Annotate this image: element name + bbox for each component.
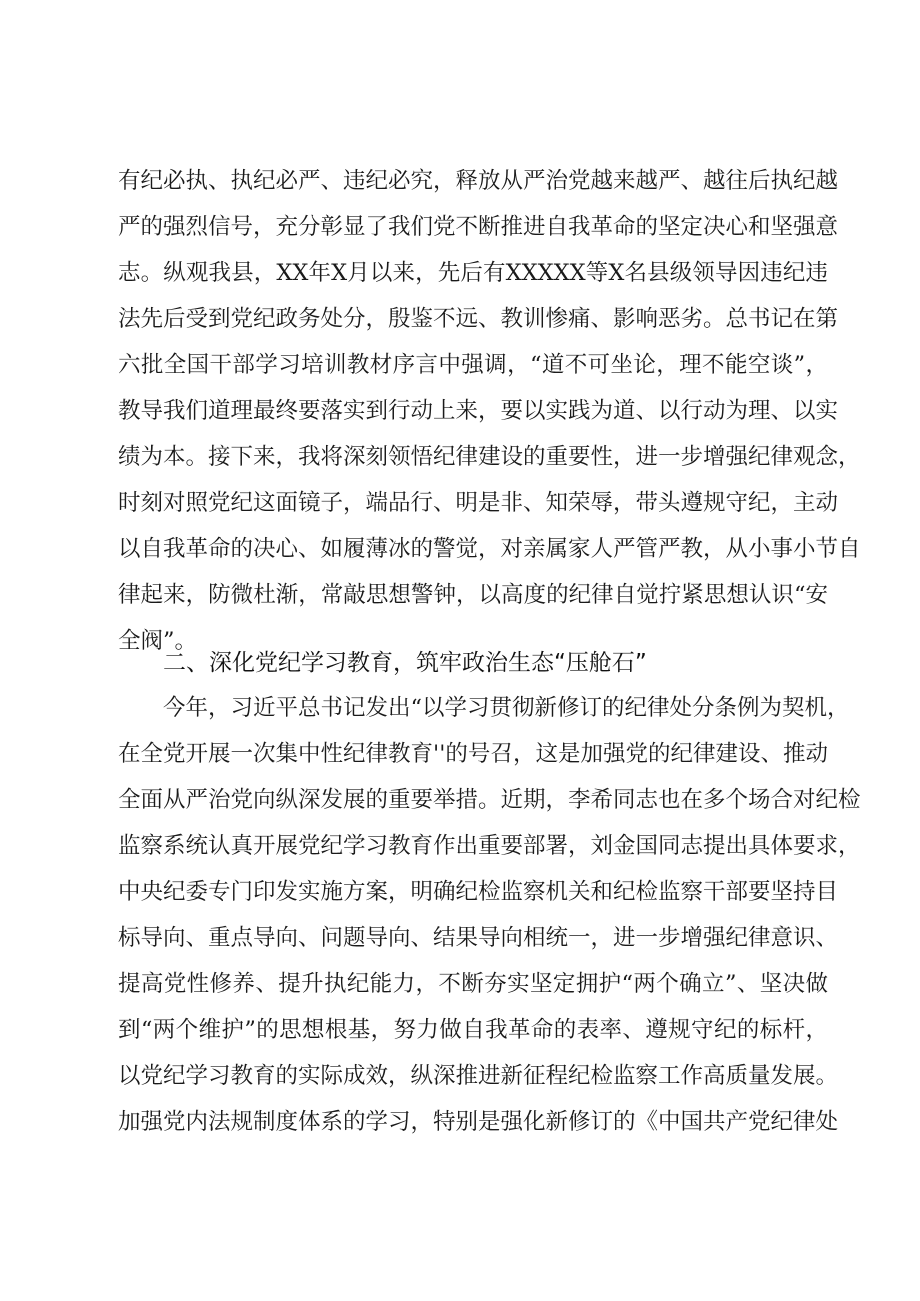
paragraph-1-line-7: 绩为本。接下来，我将深刻领悟纪律建设的重要性，进一步增强纪律观念， [118, 444, 861, 470]
paragraph-1-line-5: 六批全国干部学习培训教材序言中强调，“道不可坐论，理不能空谈”， [118, 352, 828, 378]
paragraph-1-line-6: 教导我们道理最终要落实到行动上来，要以实践为道、以行动为理、以实 [118, 398, 839, 424]
section-heading: 二、深化党纪学习教育，筑牢政治生态“压舱石” [163, 650, 647, 676]
paragraph-2-line-1: 今年，习近平总书记发出“以学习贯彻新修订的纪律处分条例为契机， [163, 695, 850, 721]
paragraph-2-line-10: 加强党内法规制度体系的学习，特别是强化新修订的《中国共产党纪律处 [118, 1109, 839, 1135]
paragraph-2-line-3: 全面从严治党向纵深发展的重要举措。近期，李希同志也在多个场合对纪检 [118, 787, 861, 813]
paragraph-1-line-9: 以自我革命的决心、如履薄冰的警觉，对亲属家人严管严教，从小事小节自 [118, 536, 861, 562]
paragraph-1-line-2: 严的强烈信号，充分彰显了我们党不断推进自我革命的坚定决心和坚强意 [118, 214, 839, 240]
paragraph-1-line-11: 全阀”。 [118, 628, 198, 654]
paragraph-2-line-5: 中央纪委专门印发实施方案，明确纪检监察机关和纪检监察干部要坚持目 [118, 879, 839, 905]
paragraph-2-line-9: 以党纪学习教育的实际成效，纵深推进新征程纪检监察工作高质量发展。 [118, 1063, 839, 1089]
paragraph-1-line-8: 时刻对照党纪这面镜子，端品行、明是非、知荣辱，带头遵规守纪，主动 [118, 490, 839, 516]
paragraph-1-line-3: 志。纵观我县，XX年X月以来，先后有XXXXX等X名县级领导因违纪违 [118, 260, 828, 286]
paragraph-2-line-8: 到“两个维护”的思想根基，努力做自我革命的表率、遵规守纪的标杆， [118, 1017, 828, 1043]
paragraph-2-line-7: 提高党性修养、提升执纪能力，不断夯实坚定拥护“两个确立”、坚决做 [118, 971, 828, 997]
paragraph-2-line-6: 标导向、重点导向、问题导向、结果导向相统一，进一步增强纪律意识、 [118, 925, 839, 951]
paragraph-1-line-1: 有纪必执、执纪必严、违纪必究，释放从严治党越来越严、越往后执纪越 [118, 168, 839, 194]
paragraph-2-line-2: 在全党开展一次集中性纪律教育''的号召，这是加强党的纪律建设、推动 [118, 741, 828, 767]
paragraph-1-line-4: 法先后受到党纪政务处分，殷鉴不远、教训惨痛、影响恶劣。总书记在第 [118, 306, 839, 332]
paragraph-1-line-10: 律起来，防微杜渐，常敲思想警钟，以高度的纪律自觉拧紧思想认识“安 [118, 582, 828, 608]
paragraph-2-line-4: 监察系统认真开展党纪学习教育作出重要部署，刘金国同志提出具体要求， [118, 833, 861, 859]
